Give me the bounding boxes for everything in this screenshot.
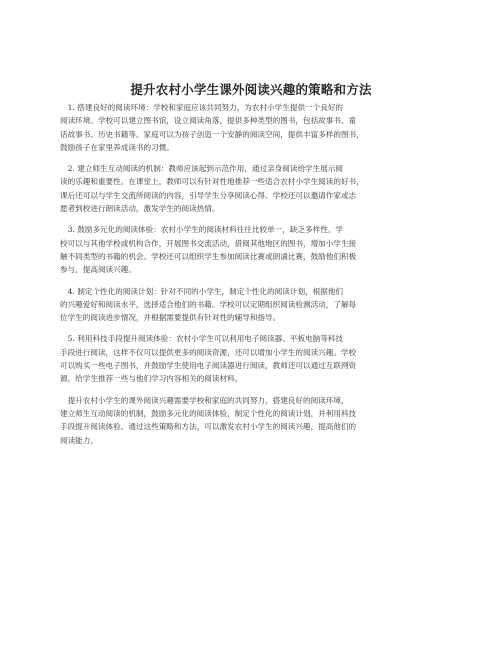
paragraph-line: 触不同类型的书籍的机会。学校还可以组织学生参加阅读比赛或朗诵比赛，鼓励他们积极 bbox=[60, 251, 357, 261]
paragraph-line: 阅读环境。学校可以建立图书馆，设立阅读角落，提供多种类型的图书，包括故事书、童 bbox=[60, 116, 357, 126]
paragraph-line: 1. 搭建良好的阅读环境：学校和家庭应该共同努力，为农村小学生提供一个良好的 bbox=[60, 103, 344, 112]
paragraph-line: 的兴趣爱好和阅读水平，选择适合他们的书籍。学校可以定期组织阅读检测活动，了解每 bbox=[60, 299, 357, 309]
paragraph-line: 2. 建立师生互动阅读的机制：教师应该起到示范作用，通过亲身阅读给学生展示阅 bbox=[60, 164, 344, 174]
paragraph-line: 读的乐趣和重要性。在课堂上，教师可以有针对性地推荐一些适合农村小学生阅读的好书， bbox=[60, 177, 364, 187]
paragraph-line: 位学生的阅读进步情况，并根据需要提供有针对性的辅导和指导。 bbox=[60, 313, 281, 323]
paragraph-line: 可以购买一些电子图书，并鼓励学生使用电子阅读器进行阅读，教师还可以通过互联网资 bbox=[60, 361, 357, 371]
paragraph-line: 提升农村小学生的课外阅读兴趣需要学校和家庭的共同努力，搭建良好的阅读环境， bbox=[60, 395, 349, 405]
paragraph bbox=[60, 162, 450, 215]
paragraph-line: 源，给学生推荐一些与他们学习内容相关的阅读材料。 bbox=[60, 374, 243, 384]
paragraph-line: 手段提升阅读体验。通过这些策略和方法，可以激发农村小学生的阅读兴趣，提高他们的 bbox=[60, 422, 357, 432]
document-body bbox=[60, 101, 450, 455]
paragraph bbox=[60, 101, 450, 154]
paragraph bbox=[60, 223, 450, 276]
paragraph-line: 阅读能力。 bbox=[60, 435, 98, 445]
paragraph-line: 参与，提高阅读兴趣。 bbox=[60, 265, 136, 275]
paragraph-line: 愿者到校进行朗读活动，激发学生的阅读热情。 bbox=[60, 204, 220, 214]
paragraph-line: 3. 鼓励多元化的阅读体验：农村小学生的阅读材料往往比较单一，缺乏多样性。学 bbox=[60, 225, 344, 235]
paragraph bbox=[60, 332, 450, 385]
paragraph-line: 5. 利用科技手段提升阅读体验：农村小学生可以利用电子阅读器、平板电脑等科技 bbox=[60, 334, 344, 344]
document-title: 提升农村小学生课外阅读兴趣的策略和方法 bbox=[130, 82, 372, 97]
paragraph-line: 4. 制定个性化的阅读计划：针对不同的小学生，制定个性化的阅读计划，根据他们 bbox=[60, 286, 344, 296]
paragraph-line: 手段进行阅读，这样不仅可以提供更多的阅读资源，还可以增加小学生的阅读兴趣。学校 bbox=[60, 347, 357, 357]
paragraph bbox=[60, 394, 450, 447]
paragraph-line: 建立师生互动阅读的机制，鼓励多元化的阅读体验，制定个性化的阅读计划，并利用科技 bbox=[60, 408, 357, 418]
paragraph-line: 校可以与其他学校或机构合作，开展图书交流活动，借阅其他地区的图书，增加小学生接 bbox=[60, 238, 357, 248]
paragraph bbox=[60, 285, 450, 325]
paragraph-line: 话故事书、历史书籍等。家庭可以为孩子创造一个安静的阅读空间，提供丰富多样的图书， bbox=[60, 129, 364, 139]
paragraph-line: 鼓励孩子在家里养成读书的习惯。 bbox=[60, 142, 174, 152]
paragraph-line: 课后还可以与学生交流所阅读的内容，引导学生分享阅读心得。学校还可以邀请作家或志 bbox=[60, 190, 357, 200]
